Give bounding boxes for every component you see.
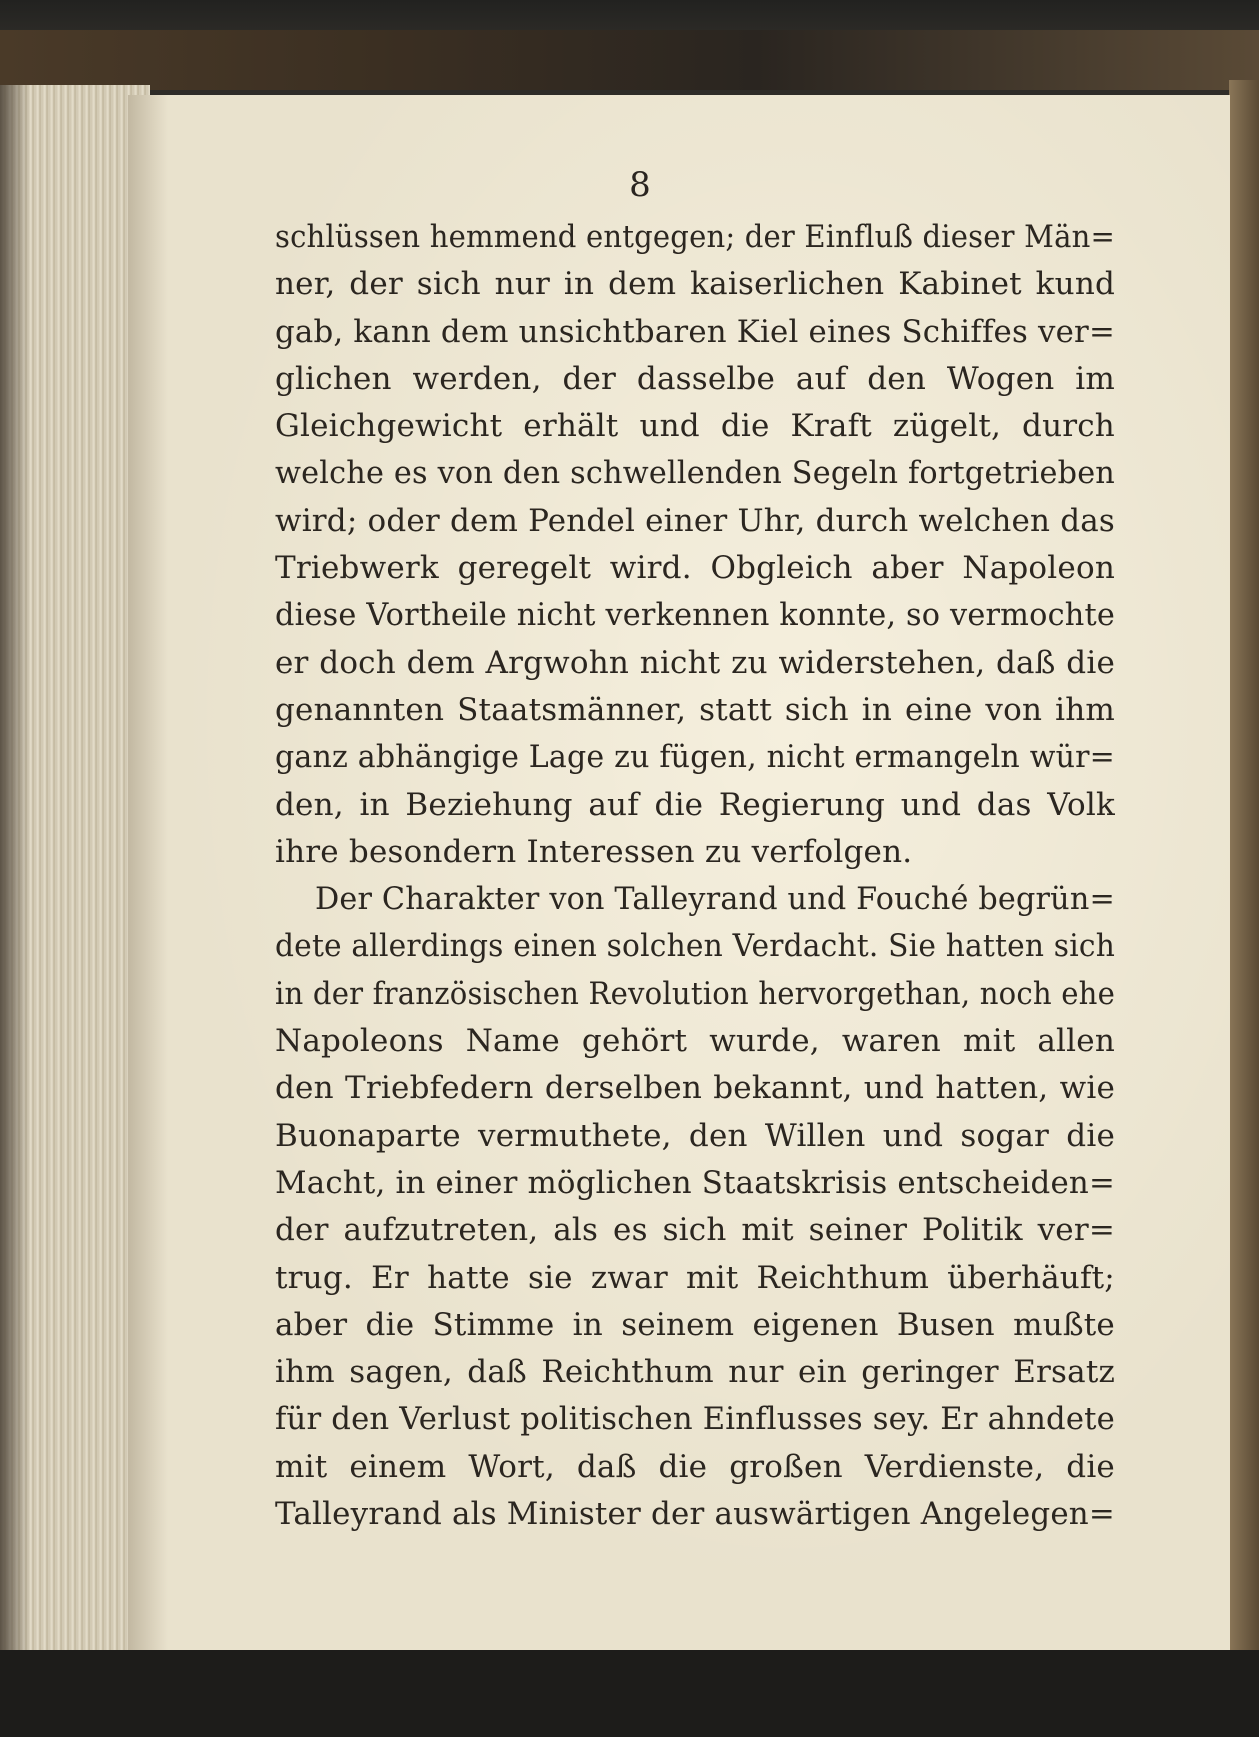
text-line: der aufzutreten, als es sich mit seiner Politik ver= <box>275 1212 1115 1249</box>
text-line: ihre besondern Interessen zu verfolgen. <box>275 833 913 870</box>
text-line: Der Charakter von Talleyrand und Fouché begrün= <box>315 881 1115 918</box>
text-line: schlüssen hemmend entgegen; der Einfluß dieser Män= <box>275 219 1115 255</box>
page-number: 8 <box>629 165 651 205</box>
text-line: Macht, in einer möglichen Staatskrisis entscheiden= <box>275 1164 1115 1201</box>
page-stack-shadow <box>0 85 30 1660</box>
text-line: den Triebfedern derselben bekannt, und hatten, wie <box>275 1070 1115 1107</box>
book-top-edge <box>0 30 1259 90</box>
text-line: den, in Beziehung auf die Regierung und das Volk <box>275 786 1115 823</box>
text-line: Buonaparte vermuthete, den Willen und sogar die <box>275 1117 1115 1154</box>
text-line: Napoleons Name gehört wurde, waren mit allen <box>275 1023 1115 1060</box>
text-line: Triebwerk geregelt wird. Obgleich aber Napoleon <box>275 550 1115 587</box>
text-line: in der französischen Revolution hervorgethan, noch ehe <box>275 975 1115 1012</box>
text-line: Talleyrand als Minister der auswärtigen Angelegen= <box>275 1496 1115 1533</box>
page-text <box>275 214 1115 1538</box>
text-line: glichen werden, der dasselbe auf den Wogen im <box>275 360 1115 397</box>
text-line: mit einem Wort, daß die großen Verdienste, die <box>275 1448 1115 1485</box>
text-line: er doch dem Argwohn nicht zu widerstehen, daß die <box>275 644 1115 681</box>
text-line: dete allerdings einen solchen Verdacht. Sie hatten sich <box>275 928 1115 965</box>
text-line: welche es von den schwellenden Segeln fortgetrieben <box>275 455 1115 492</box>
text-line: genannten Staatsmänner, statt sich in eine von ihm <box>275 691 1115 728</box>
text-line: für den Verlust politischen Einflusses sey. Er ahndete <box>275 1401 1115 1438</box>
book-bottom-shadow <box>0 1650 1259 1737</box>
text-line: ner, der sich nur in dem kaiserlichen Kabinet kund <box>275 266 1115 303</box>
text-line: aber die Stimme in seinem eigenen Busen mußte <box>275 1306 1115 1343</box>
text-line: ihm sagen, daß Reichthum nur ein geringer Ersatz <box>275 1354 1115 1391</box>
text-line: trug. Er hatte sie zwar mit Reichthum überhäuft; <box>275 1259 1115 1296</box>
book-cover-edge <box>1229 80 1259 1670</box>
text-line: wird; oder dem Pendel einer Uhr, durch welchen das <box>275 502 1115 539</box>
text-line: ganz abhängige Lage zu fügen, nicht ermangeln wür= <box>275 739 1115 776</box>
text-line: diese Vortheile nicht verkennen konnte, so vermochte <box>275 597 1115 634</box>
text-line: Gleichgewicht erhält und die Kraft zügelt, durch <box>275 408 1115 445</box>
text-line: gab, kann dem unsichtbaren Kiel eines Schiffes ver= <box>275 313 1115 350</box>
